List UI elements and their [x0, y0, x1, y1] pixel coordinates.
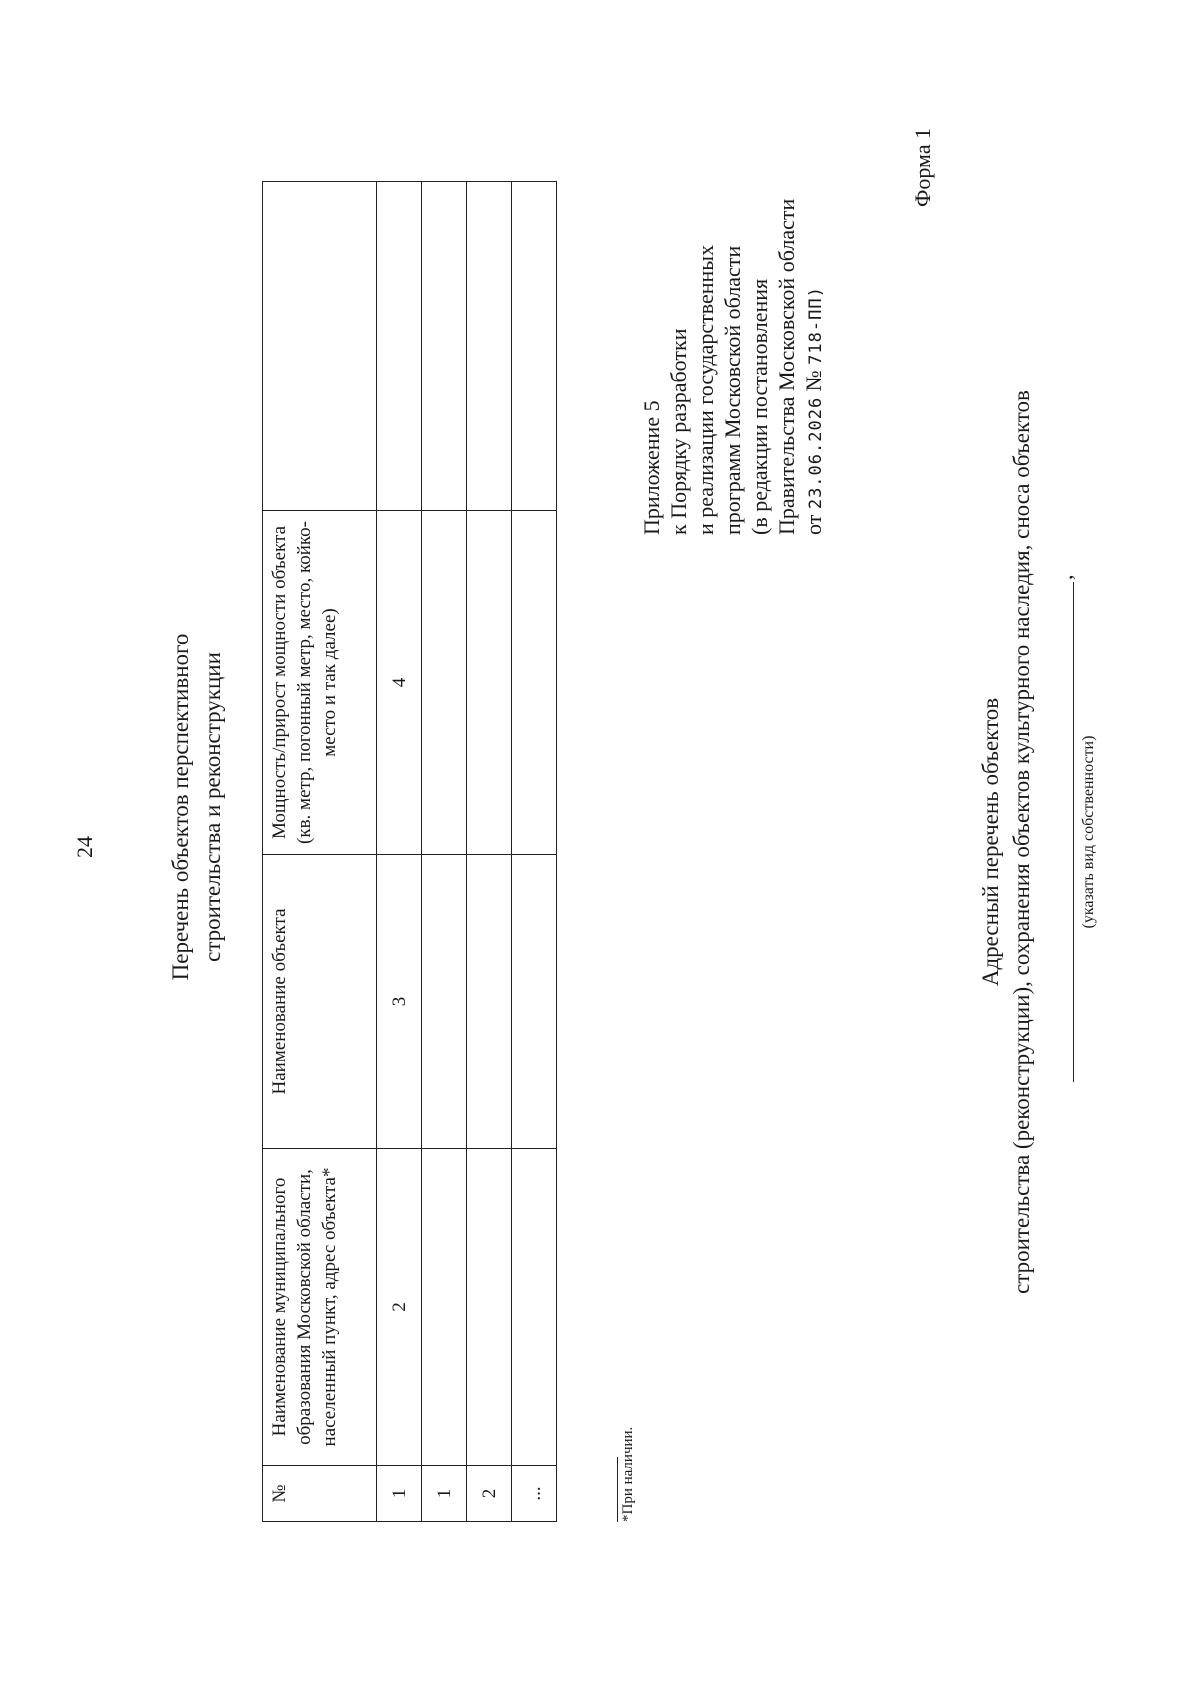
header-extra — [263, 182, 377, 511]
table-cell: 2 — [377, 1149, 422, 1466]
header-capacity: Мощность/прирост мощности объекта (кв. метр, погонный метр, место, койко-место и так далее) — [263, 511, 377, 855]
table-cell — [467, 1149, 512, 1466]
table-cell — [512, 855, 557, 1149]
ownership-blank-line — [1073, 582, 1074, 1082]
table-cell: ... — [512, 1466, 557, 1522]
table-title — [165, 247, 229, 1367]
appendix-block — [638, 199, 830, 535]
appendix-line: к Порядку разработки — [666, 328, 691, 535]
table-cell: 1 — [377, 1466, 422, 1522]
resolution-date: 23.06.2026 — [806, 396, 826, 510]
table-cell — [512, 511, 557, 855]
address-list-title-line2: строительства (реконструкции), сохранения объектов культурного наследия, сноса объектов — [1009, 390, 1034, 1294]
table-row — [422, 182, 467, 1522]
table-cell: 3 — [377, 855, 422, 1149]
footnote: *При наличии. — [620, 1426, 636, 1522]
ownership-comma: , — [1052, 574, 1077, 580]
table-cell: 4 — [377, 511, 422, 855]
table-title-line2: строительства и реконструкции — [200, 652, 225, 962]
table-cell — [467, 511, 512, 855]
table-row — [512, 182, 557, 1522]
appendix-line: Правительства Московской области — [774, 198, 799, 535]
table-cell — [422, 855, 467, 1149]
table-cell: 2 — [467, 1466, 512, 1522]
table-cell — [422, 1149, 467, 1466]
appendix-line: (в редакции постановления — [747, 278, 772, 535]
table-title-line1: Перечень объектов перспективного — [168, 633, 193, 981]
table-cell: 1 — [422, 1466, 467, 1522]
table-row — [377, 182, 422, 1522]
table-cell — [377, 182, 422, 511]
header-object-name: Наименование объекта — [263, 855, 377, 1149]
date-prefix: от — [801, 514, 826, 535]
header-municipality: Наименование муниципального образования Московской области, населенный пункт, адрес объекта* — [263, 1149, 377, 1466]
footnote-rule — [617, 1457, 618, 1522]
table-cell — [512, 182, 557, 511]
appendix-date-line — [800, 199, 830, 535]
table-cell — [512, 1149, 557, 1466]
address-list-title — [975, 237, 1037, 1447]
address-list-title-line1: Адресный перечень объектов — [978, 697, 1003, 987]
ownership-caption: (указать вид собственности) — [1080, 735, 1097, 929]
form-label: Форма 1 — [910, 127, 935, 207]
resolution-number: 718-ПП) — [806, 286, 826, 365]
table-header-row — [263, 182, 377, 1522]
number-prefix: № — [801, 370, 826, 392]
table-row — [467, 182, 512, 1522]
table-cell — [467, 182, 512, 511]
page-number: 24 — [72, 836, 97, 858]
table-cell — [422, 511, 467, 855]
appendix-line: и реализации государственных — [693, 244, 718, 535]
table-cell — [422, 182, 467, 511]
objects-table — [262, 181, 557, 1522]
appendix-line: программ Московской области — [720, 245, 745, 535]
appendix-line: Приложение 5 — [639, 400, 664, 535]
header-number: № — [263, 1466, 377, 1522]
table-cell — [467, 855, 512, 1149]
